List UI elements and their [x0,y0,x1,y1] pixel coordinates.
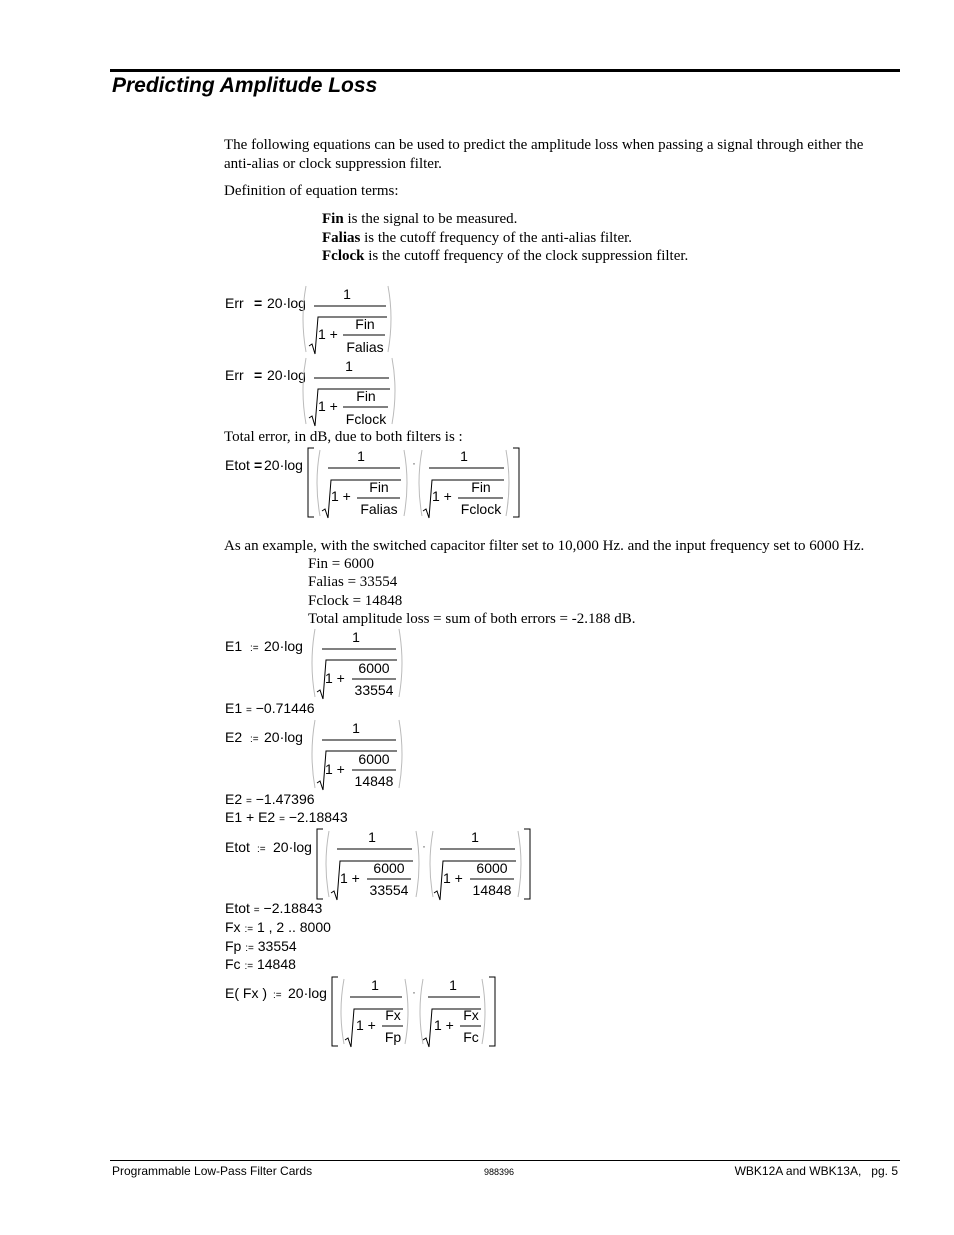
assign-sign: := [273,990,282,1001]
definition-term: Fclock [322,248,365,264]
fraction-denominator: 33554 [369,882,409,898]
one-plus: 1 + [434,1017,454,1033]
fraction-numerator: Fx [463,1007,479,1023]
fraction-numerator: 6000 [358,660,390,676]
twenty-log: 20·log [288,985,327,1001]
etot-result [225,900,322,916]
right-bracket [513,448,519,517]
assign-sign: := [250,643,259,654]
assign-sign: := [250,734,259,745]
definition-fclock [322,247,688,266]
example-text: As an example, with the switched capacitor filter set to 10,000 Hz. and the input frequency set to 6000 Hz. [224,538,865,554]
equation-efx [222,972,512,1052]
definition-fin [322,210,517,229]
fp-definition [225,938,297,954]
definition-term: Falias [322,230,361,246]
numerator: 1 [449,977,457,993]
right-paren [482,979,485,1044]
result-label: Etot [225,900,250,916]
result-label: E2 [225,791,243,807]
total-error-text: Total error, in dB, due to both filters is : [224,429,463,445]
equation-lhs: E1 [225,638,243,654]
equation-etot [222,443,532,523]
fraction-numerator: 6000 [373,860,405,876]
variable-name: Fp [225,938,242,954]
left-paren [312,720,315,788]
left-bracket [317,829,323,899]
right-bracket [489,977,495,1046]
fraction-denominator: 14848 [354,773,394,789]
equation-e2 [222,714,412,794]
one-plus: 1 + [432,488,452,504]
definition-term: Fin [322,211,344,227]
one-plus: 1 + [325,670,345,686]
assign-sign: := [244,924,254,935]
result-value: −0.71446 [255,700,315,716]
one-plus: 1 + [325,761,345,777]
twenty-log: 20·log [267,367,306,383]
example-falias: Falias = 33554 [308,574,398,590]
numerator: 1 [460,448,468,464]
assign-sign: := [257,844,266,855]
left-paren [341,979,344,1044]
equation-lhs: Err [225,295,244,311]
sum-result [225,809,348,825]
numerator: 1 [368,829,376,845]
definition-text: is the signal to be measured. [343,211,518,227]
equation-err-falias [222,280,402,358]
numerator: 1 [371,977,379,993]
multiply-dot: · [412,456,416,470]
equation-err-fclock [222,352,402,430]
equation-lhs: Etot [225,839,250,855]
fraction-numerator: 6000 [476,860,508,876]
left-paren [430,831,433,897]
fraction-denominator: Fc [463,1029,479,1045]
fraction-denominator: Fp [384,1029,402,1045]
example-fin: Fin = 6000 [308,556,374,572]
twenty-log: 20·log [264,638,303,654]
variable-name: Fc [225,956,241,972]
fraction-numerator: Fin [356,388,376,404]
equation-lhs: Etot [225,457,250,473]
fraction-numerator: Fin [471,479,491,495]
fraction-numerator: Fx [385,1007,401,1023]
fraction-denominator: 14848 [472,882,512,898]
result-value: −1.47396 [255,791,315,807]
numerator: 1 [352,629,360,645]
numerator: 1 [357,448,365,464]
assign-sign: := [244,961,254,972]
fraction-denominator: Fclock [345,411,387,427]
fc-definition [225,956,296,972]
definition-text: is the cutoff frequency of the clock suppression filter. [364,248,689,264]
equation-lhs: E( Fx ) [225,985,267,1001]
equals-sign: = [254,367,263,383]
assign-sign: := [245,943,254,954]
numerator: 1 [345,358,353,374]
one-plus: 1 + [356,1017,376,1033]
definition-text: is the cutoff frequency of the anti-alias filter. [360,230,633,246]
fraction-denominator: Fclock [460,501,502,517]
result-label: E1 + E2 [225,809,276,825]
one-plus: 1 + [318,326,338,342]
one-plus: 1 + [443,870,463,886]
right-paren [388,286,391,352]
top-rule [110,69,900,72]
variable-value: 33554 [257,938,297,954]
right-paren [392,358,395,424]
right-paren [404,450,407,516]
right-paren [399,629,402,697]
definition-falias [322,229,632,248]
left-paren [317,450,320,516]
footer-left: Programmable Low-Pass Filter Cards [112,1164,313,1178]
twenty-log: 20·log [267,295,306,311]
numerator: 1 [352,720,360,736]
equals-sign: = [279,814,285,825]
equation-lhs: Err [225,367,244,383]
fraction-denominator: 33554 [354,682,394,698]
result-value: −2.18843 [263,900,323,916]
equals-sign: = [246,705,252,716]
equation-lhs: E2 [225,729,243,745]
result-label: E1 [225,700,243,716]
fx-range-definition [225,919,331,935]
equals-sign: = [254,295,263,311]
equals-sign: = [254,457,263,473]
multiply-dot: · [412,985,416,999]
right-paren [506,450,509,516]
twenty-log: 20·log [264,729,303,745]
equals-sign: = [246,796,252,807]
right-paren [399,720,402,788]
intro-paragraph: The following equations can be used to predict the amplitude loss when passing a signal through either the anti-alias or clock suppression filter. [224,137,864,172]
left-paren [420,979,423,1044]
equation-e1 [222,623,412,703]
one-plus: 1 + [331,488,351,504]
numerator: 1 [343,286,351,302]
right-bracket [524,829,530,899]
left-paren [312,629,315,697]
variable-value: 14848 [256,956,296,972]
example-total-loss: Total amplitude loss = sum of both errors = -2.188 dB. [308,611,636,627]
footer-right: WBK12A and WBK13A, pg. 5 [734,1164,898,1178]
fraction-denominator: Falias [360,501,398,517]
result-value: −2.18843 [288,809,348,825]
right-paren [405,979,408,1044]
left-bracket [308,448,314,517]
footer-center: 988396 [484,1167,515,1177]
left-paren [326,831,329,897]
e2-result [225,791,315,807]
multiply-dot: · [422,839,426,853]
page-title: Predicting Amplitude Loss [112,74,378,97]
fraction-numerator: 6000 [358,751,390,767]
definition-heading: Definition of equation terms: [224,183,399,199]
example-fclock: Fclock = 14848 [308,593,403,609]
right-paren [518,831,521,897]
left-bracket [332,977,338,1046]
twenty-log: 20·log [273,839,312,855]
variable-name: Fx [225,919,241,935]
one-plus: 1 + [340,870,360,886]
variable-value: 1 , 2 .. 8000 [256,919,331,935]
fraction-numerator: Fin [355,316,375,332]
equation-etot-numeric [222,824,542,904]
twenty-log: 20·log [264,457,303,473]
fraction-denominator: Falias [346,339,384,355]
footer-rule [110,1160,900,1161]
right-paren [416,831,419,897]
equals-sign: = [253,905,260,916]
numerator: 1 [471,829,479,845]
one-plus: 1 + [318,398,338,414]
left-paren [419,450,422,516]
fraction-numerator: Fin [369,479,389,495]
